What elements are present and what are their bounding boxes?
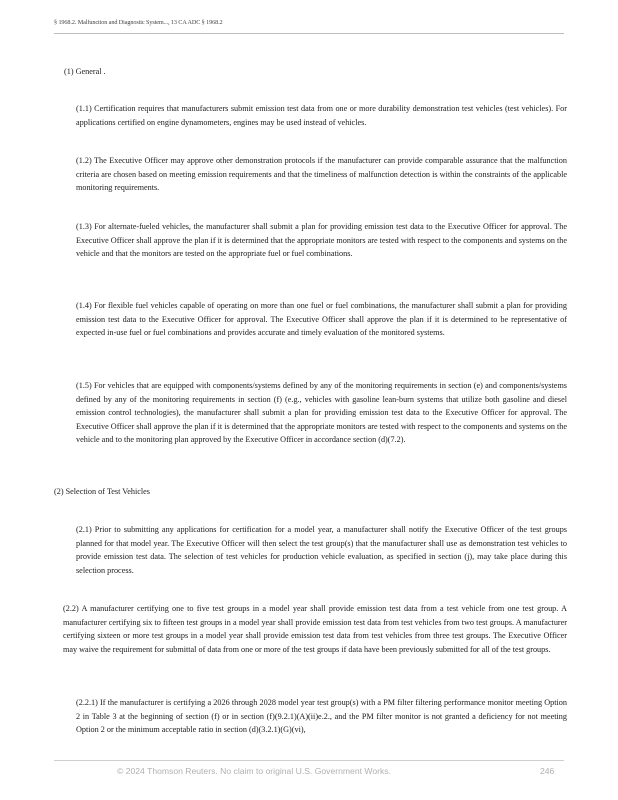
running-header: § 1968.2. Malfunction and Diagnostic System..., 13 CA ADC § 1968.2 [54, 19, 223, 26]
section-1-heading: (1) General . [64, 67, 106, 76]
header-divider [54, 33, 564, 34]
section-2-heading: (2) Selection of Test Vehicles [54, 487, 150, 496]
paragraph-1-3: (1.3) For alternate-fueled vehicles, the manufacturer shall submit a plan for providing emission test data to the Executive Officer for approval. The Executive Officer shall approve the plan if it is determined that the appropriate monitors are tested with respect to the components and systems on the vehicle and that the monitors are tested on the appropriate fuel or fuel combinations. [76, 222, 567, 258]
footer-copyright: © 2024 Thomson Reuters. No claim to original U.S. Government Works. [117, 766, 391, 776]
paragraph-1-1: (1.1) Certification requires that manufacturers submit emission test data from one or more durability demonstration test vehicles (test vehicles). For applications certified on engine dynamometers, engines may be used instead of vehicles. [76, 104, 567, 127]
paragraph-2-1: (2.1) Prior to submitting any applications for certification for a model year, a manufacturer shall notify the Executive Officer of the test groups planned for that model year. The Executive Officer will then select the test group(s) that the manufacturer shall use as demonstration test vehicles to provide emission test data. The selection of test vehicles for production vehicle evaluation, as specified in section (j), may take place during this selection process. [76, 525, 567, 575]
footer-divider [54, 760, 564, 761]
paragraph-1-5: (1.5) For vehicles that are equipped with components/systems defined by any of the monitoring requirements in section (e) and components/systems defined by any of the monitoring requirements in section (f) (e.g., vehicles with gasoline lean-burn systems that utilize both gasoline and diesel emission control technologies), the manufacturer shall submit a plan for providing emission test data to the Executive Officer for approval. The Executive Officer shall approve the plan if it is determined that the appropriate monitors are tested with respect to the components and systems on the vehicle and to the monitoring plan approved by the Executive Officer in accordance section (d)(7.2). [76, 381, 567, 444]
paragraph-2-2: (2.2) A manufacturer certifying one to five test groups in a model year shall provide emission test data from a test vehicle from one test group. A manufacturer certifying six to fifteen test groups in a model year shall provide emission test data from test vehicles from two test groups. A manufacturer certifying sixteen or more test groups in a model year shall provide emission test data from test vehicles from three test groups. The Executive Officer may waive the requirement for submittal of data from one or more of the test groups if data have been previously submitted for all of the test groups. [63, 604, 567, 654]
paragraph-1-2: (1.2) The Executive Officer may approve other demonstration protocols if the manufacturer can provide comparable assurance that the malfunction criteria are chosen based on meeting emission requirements and that the timeliness of malfunction detection is within the constraints of the applicable monitoring requirements. [76, 156, 567, 192]
page-number: 246 [540, 766, 555, 776]
paragraph-2-2-1: (2.2.1) If the manufacturer is certifying a 2026 through 2028 model year test group(s) with a PM filter filtering performance monitor meeting Option 2 in Table 3 at the beginning of section (f) or in section (f)(9.2.1)(A)(ii)e.2., and the PM filter monitor is not granted a deficiency for not meeting Option 2 or the minimum acceptable ratio in section (d)(3.2.1)(G)(vi), [76, 698, 567, 734]
paragraph-1-4: (1.4) For flexible fuel vehicles capable of operating on more than one fuel or fuel combinations, the manufacturer shall submit a plan for providing emission test data to the Executive Officer for approval. The Executive Officer shall approve the plan if it is determined to be representative of expected in-use fuel or fuel combinations and provides accurate and timely evaluation of the monitored systems. [76, 301, 567, 337]
